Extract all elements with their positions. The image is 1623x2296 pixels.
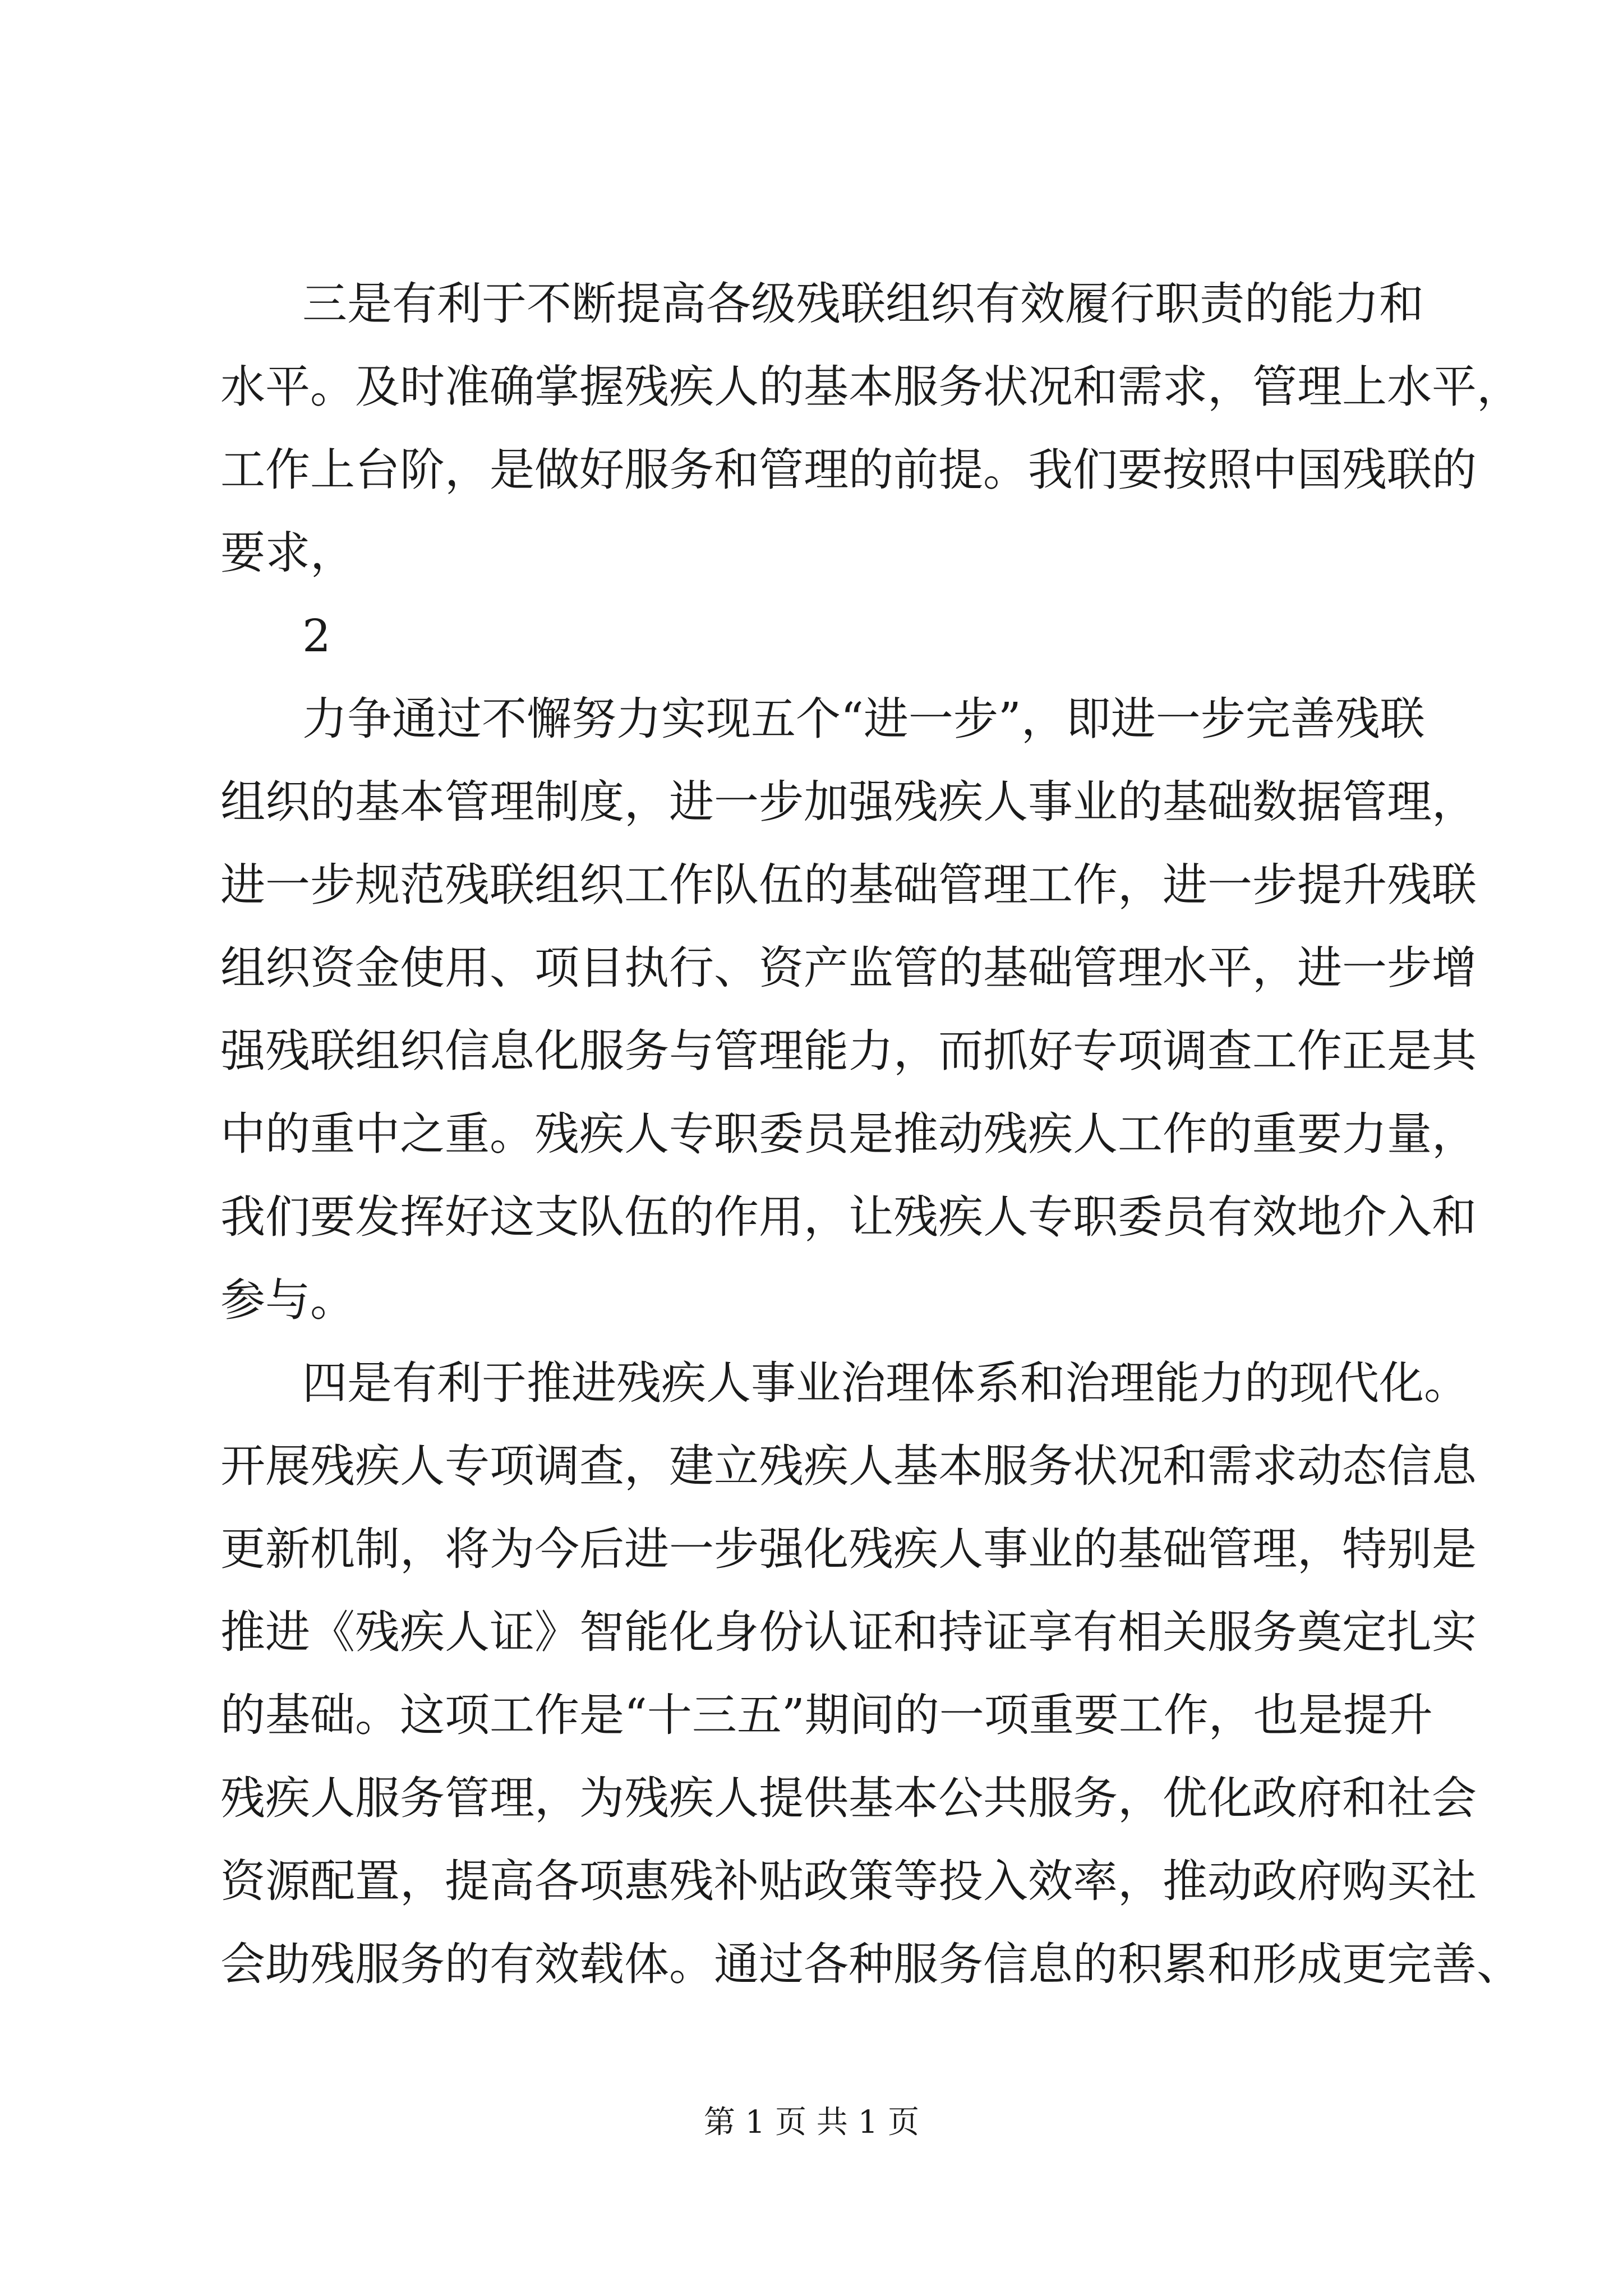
page-footer: 第 1 页 共 1 页	[703, 2104, 920, 2141]
paragraph-line: 残疾人服务管理，为残疾人提供基本公共服务，优化政府和社会	[220, 1772, 1477, 1824]
paragraph-line: 的基础。这项工作是“十三五”期间的一项重要工作，也是提升	[220, 1689, 1433, 1741]
paragraph-line: 组织资金使用、项目执行、资产监管的基础管理水平，进一步增	[220, 942, 1477, 994]
paragraph-line: 要求，	[220, 527, 355, 579]
paragraph-line: 推进《残疾人证》智能化身份认证和持证享有相关服务奠定扎实	[220, 1606, 1477, 1658]
paragraph-line: 力争通过不懈努力实现五个“进一步”，即进一步完善残联	[302, 693, 1425, 745]
paragraph-line: 水平。及时准确掌握残疾人的基本服务状况和需求，管理上水平，	[220, 361, 1521, 413]
paragraph-line: 资源配置，提高各项惠残补贴政策等投入效率，推动政府购买社	[220, 1855, 1477, 1907]
paragraph-line: 更新机制，将为今后进一步强化残疾人事业的基础管理，特别是	[220, 1523, 1477, 1575]
body-text	[220, 263, 1521, 2006]
paragraph-line: 组织的基本管理制度，进一步加强残疾人事业的基础数据管理，	[220, 776, 1477, 828]
paragraph-line: 会助残服务的有效载体。通过各种服务信息的积累和形成更完善、	[220, 1938, 1521, 1990]
paragraph-line: 参与。	[220, 1274, 355, 1326]
paragraph-line: 强残联组织信息化服务与管理能力，而抓好专项调查工作正是其	[220, 1025, 1477, 1077]
paragraph-line: 我们要发挥好这支队伍的作用，让残疾人专职委员有效地介入和	[220, 1191, 1477, 1243]
paragraph-line: 开展残疾人专项调查，建立残疾人基本服务状况和需求动态信息	[220, 1440, 1477, 1492]
paragraph-line: 四是有利于推进残疾人事业治理体系和治理能力的现代化。	[302, 1357, 1469, 1409]
paragraph-line: 进一步规范残联组织工作队伍的基础管理工作，进一步提升残联	[220, 859, 1477, 911]
paragraph-line: 工作上台阶，是做好服务和管理的前提。我们要按照中国残联的	[220, 444, 1477, 496]
paragraph-line: 三是有利于不断提高各级残联组织有效履行职责的能力和	[302, 278, 1424, 330]
paragraph-line: 中的重中之重。残疾人专职委员是推动残疾人工作的重要力量，	[220, 1108, 1477, 1160]
page-number-inline: 2	[302, 610, 331, 662]
